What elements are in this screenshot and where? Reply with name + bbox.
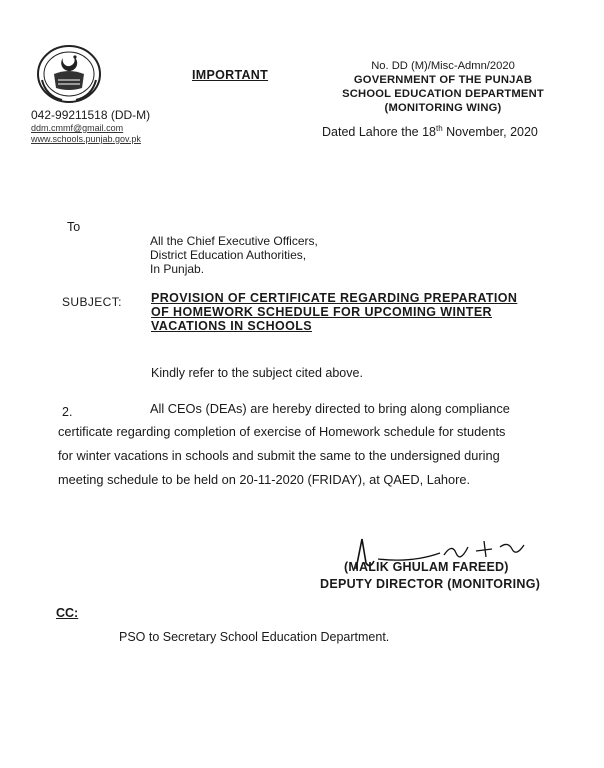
letterhead-website[interactable]: www.schools.punjab.gov.pk (31, 134, 141, 144)
address-line: District Education Authorities, (150, 248, 307, 262)
date-rest: November, 2020 (446, 125, 538, 140)
signatory-name: (MALIK GHULAM FAREED) (344, 560, 509, 574)
opening-sentence: Kindly refer to the subject cited above. (151, 366, 363, 380)
date-day: 18 (422, 125, 436, 140)
subject-line: OF HOMEWORK SCHEDULE FOR UPCOMING WINTER (151, 305, 492, 319)
paragraph-line: for winter vacations in schools and submit the same to the undersigned during (58, 448, 500, 463)
office-header (318, 59, 568, 115)
paragraph-line: meeting schedule to be held on 20-11-2020 (FRIDAY), at QAED, Lahore. (58, 472, 471, 487)
letter-date (322, 124, 538, 139)
date-ordinal: th (436, 124, 443, 133)
date-prefix: Dated Lahore the (322, 125, 419, 140)
header-line-wing: (MONITORING WING) (384, 102, 502, 114)
to-label: To (67, 220, 81, 234)
letterhead-email[interactable]: ddm.cmmf@gmail.com (31, 123, 124, 133)
address-line: In Punjab. (150, 262, 205, 276)
cc-label: CC: (56, 606, 79, 620)
subject-label: SUBJECT: (62, 295, 122, 309)
signatory-designation: DEPUTY DIRECTOR (MONITORING) (320, 577, 541, 591)
address-line: All the Chief Executive Officers, (150, 234, 318, 248)
cc-recipient: PSO to Secretary School Education Department. (119, 630, 390, 644)
subject-line: VACATIONS IN SCHOOLS (151, 319, 313, 333)
header-line-government: GOVERNMENT OF THE PUNJAB (353, 74, 533, 86)
addressee-block (150, 234, 318, 276)
header-line-department: SCHOOL EDUCATION DEPARTMENT (342, 88, 544, 100)
subject-line: PROVISION OF CERTIFICATE REGARDING PREPARATION (151, 291, 518, 305)
subject-text (151, 291, 563, 333)
paragraph-line: certificate regarding completion of exercise of Homework schedule for students (58, 424, 506, 439)
paragraph-line: All CEOs (DEAs) are hereby directed to bring along compliance (150, 401, 510, 416)
paragraph-number: 2. (62, 405, 73, 419)
letterhead-phone: 042-99211518 (DD-M) (31, 108, 151, 122)
reference-number: No. DD (M)/Misc-Admn/2020 (371, 60, 515, 72)
punjab-emblem-icon (36, 44, 102, 104)
important-label: IMPORTANT (192, 68, 269, 82)
